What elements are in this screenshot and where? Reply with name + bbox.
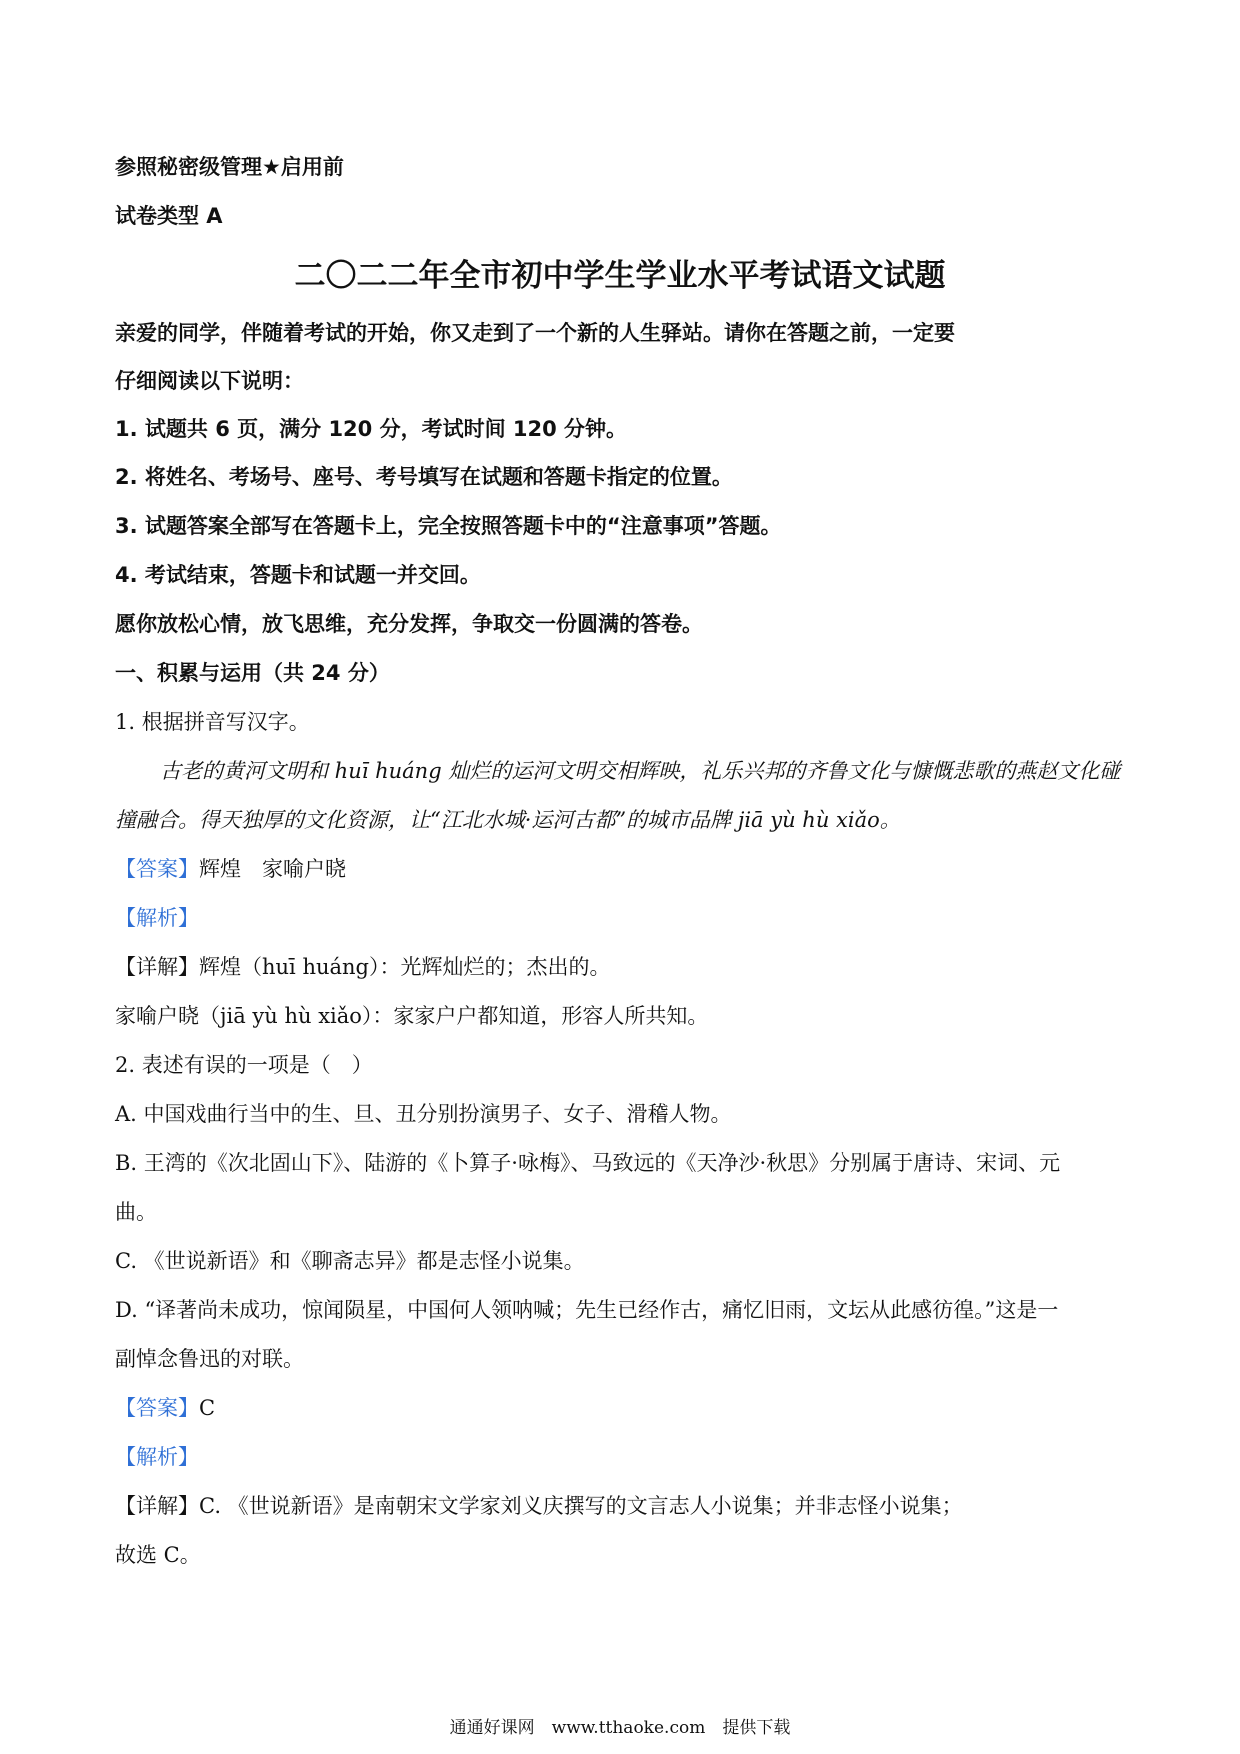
wish-line: 愿你放松心情，放飞思维，充分发挥，争取交一份圆满的答卷。 xyxy=(115,612,703,636)
q2-option-b-line-1: B. 王湾的《次北固山下》、陆游的《卜算子·咏梅》、马致远的《天净沙·秋思》分别属于唐诗、宋词、元 xyxy=(115,1151,1061,1175)
q1-answer xyxy=(115,854,346,884)
q2-option-d-line-2: 副悼念鲁迅的对联。 xyxy=(115,1347,304,1371)
q1-passage-line-1: 古老的黄河文明和 huī huáng 灿烂的运河文明交相辉映，礼乐兴邦的齐鲁文化与慷慨悲歌的燕赵文化碰 xyxy=(160,759,1121,783)
q2-option-d-line-1: D. “译著尚未成功，惊闻陨星，中国何人领呐喊；先生已经作古，痛忆旧雨，文坛从此感彷徨。”这是一 xyxy=(115,1298,1059,1322)
footer-credit: 通通好课网 www.tthaoke.com 提供下载 xyxy=(449,1718,791,1738)
q1-passage-line-2: 撞融合。得天独厚的文化资源，让“江北水城·运河古都”的城市品牌 jiā yù hù xiǎo。 xyxy=(115,808,901,832)
answer-tag: 【答案】 xyxy=(115,1396,199,1420)
q1-analysis-tag: 【解析】 xyxy=(115,906,199,930)
q1-prompt: 1. 根据拼音写汉字。 xyxy=(115,710,310,734)
q2-option-c: C. 《世说新语》和《聊斋志异》都是志怪小说集。 xyxy=(115,1249,585,1273)
instruction-item-4: 4. 考试结束，答题卡和试题一并交回。 xyxy=(115,563,481,587)
security-level: 参照秘密级管理★启用前 xyxy=(115,155,344,179)
q2-detail-2: 故选 C。 xyxy=(115,1543,201,1567)
q2-prompt: 2. 表述有误的一项是（ ） xyxy=(115,1053,373,1077)
page-title: 二〇二二年全市初中学生学业水平考试语文试题 xyxy=(294,258,946,294)
intro-line-1: 亲爱的同学，伴随着考试的开始，你又走到了一个新的人生驿站。请你在答题之前，一定要 xyxy=(115,321,955,345)
instruction-item-2: 2. 将姓名、考场号、座号、考号填写在试题和答题卡指定的位置。 xyxy=(115,465,733,489)
instruction-item-1: 1. 试题共 6 页，满分 120 分，考试时间 120 分钟。 xyxy=(115,417,628,441)
answer-text: 辉煌 家喻户晓 xyxy=(199,857,346,881)
q2-detail-1 xyxy=(115,1491,963,1521)
q1-detail-1 xyxy=(115,952,610,982)
q2-answer xyxy=(115,1393,215,1423)
paper-type: 试卷类型 A xyxy=(115,204,223,228)
answer-tag: 【答案】 xyxy=(115,857,199,881)
instruction-item-3: 3. 试题答案全部写在答题卡上，完全按照答题卡中的“注意事项”答题。 xyxy=(115,514,782,538)
q2-analysis-tag: 【解析】 xyxy=(115,1445,199,1469)
section-heading: 一、积累与运用（共 24 分） xyxy=(115,661,390,685)
q2-option-b-line-2: 曲。 xyxy=(115,1200,157,1224)
q2-option-a: A. 中国戏曲行当中的生、旦、丑分别扮演男子、女子、滑稽人物。 xyxy=(115,1102,732,1126)
intro-line-2: 仔细阅读以下说明： xyxy=(115,369,304,393)
detail-text: C. 《世说新语》是南朝宋文学家刘义庆撰写的文言志人小说集；并非志怪小说集； xyxy=(199,1494,963,1518)
detail-tag: 【详解】 xyxy=(115,955,199,979)
q1-detail-2: 家喻户晓（jiā yù hù xiǎo）：家家户户都知道，形容人所共知。 xyxy=(115,1004,709,1028)
detail-tag: 【详解】 xyxy=(115,1494,199,1518)
detail-text: 辉煌（huī huáng）：光辉灿烂的；杰出的。 xyxy=(199,955,611,979)
answer-text: C xyxy=(199,1396,216,1420)
